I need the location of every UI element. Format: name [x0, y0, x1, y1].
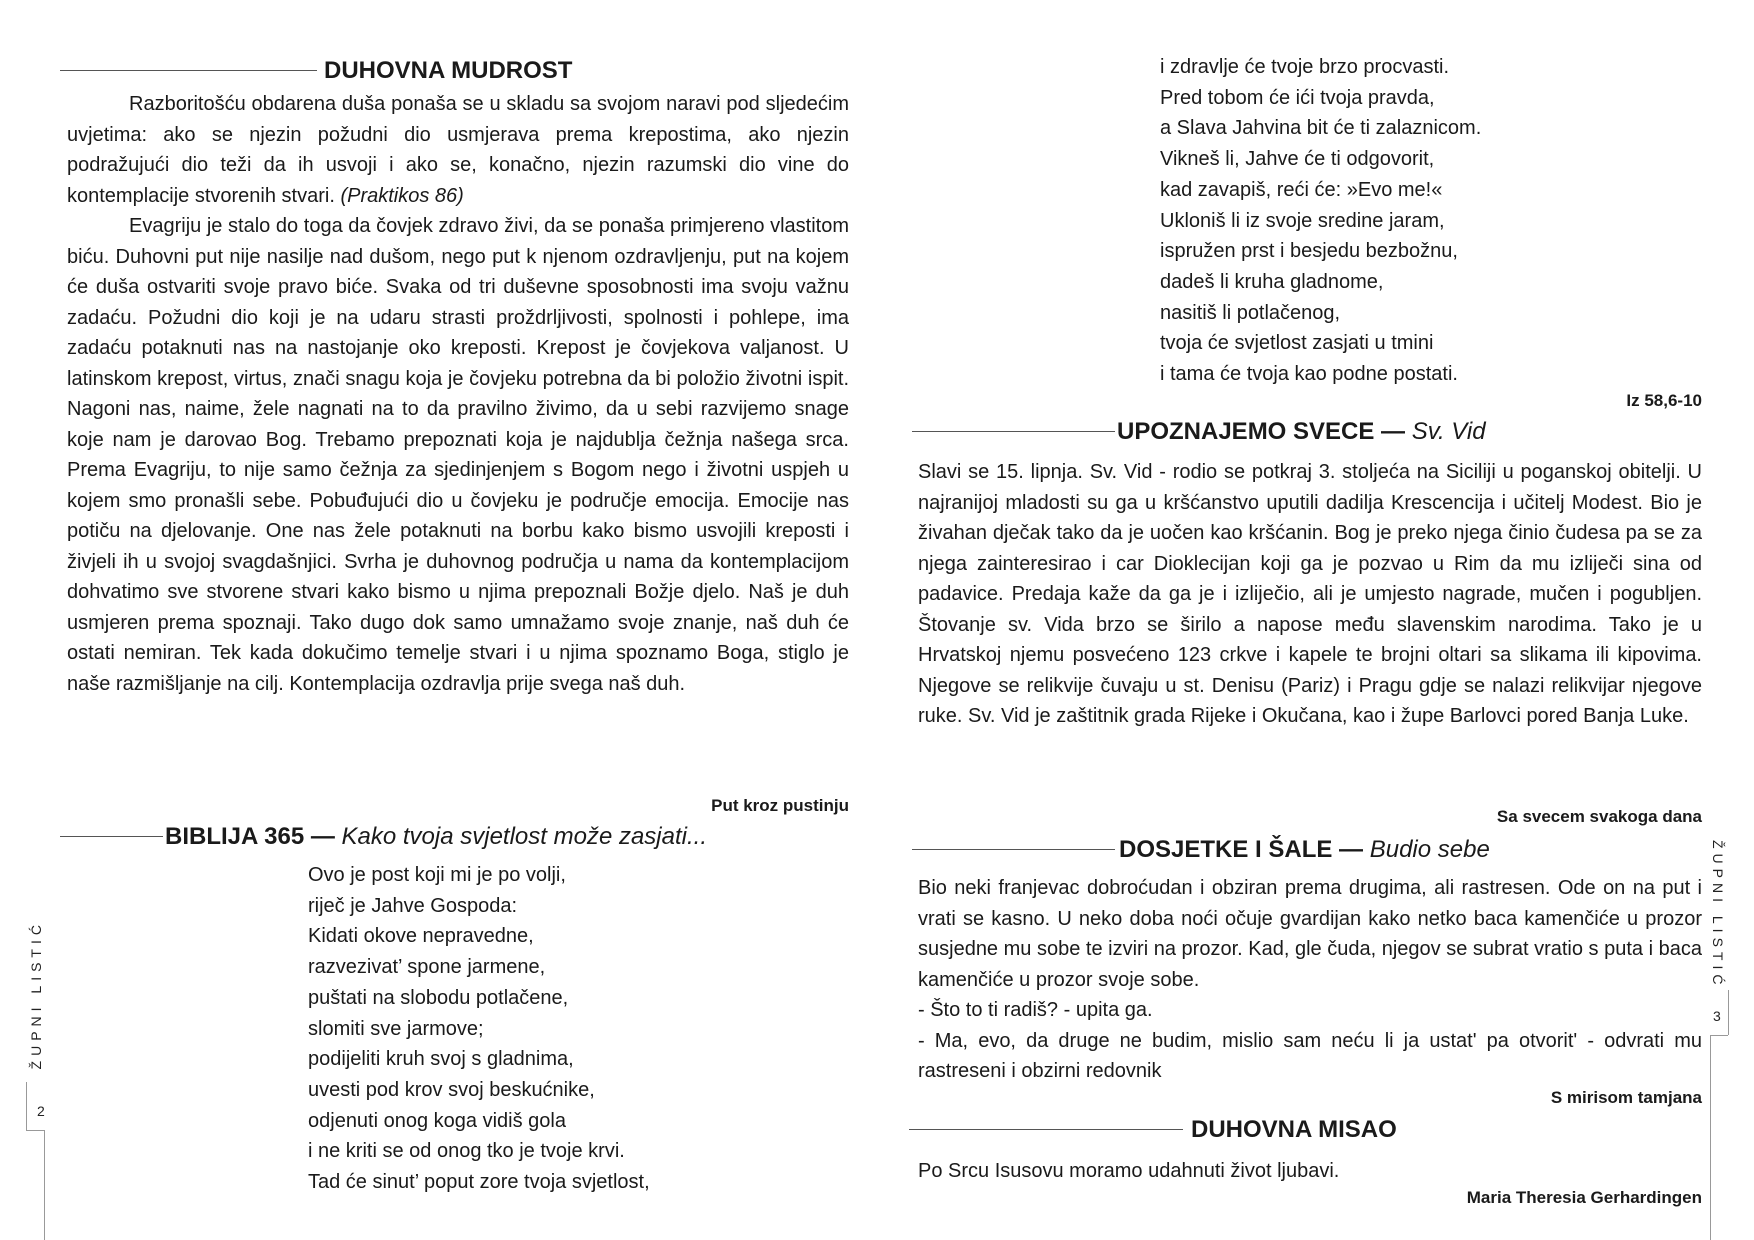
verse-line: ispružen prst i besjedu bezbožnu, [1160, 240, 1458, 263]
page-frame-left-tick [26, 1130, 44, 1131]
page-number-left: 2 [37, 1103, 45, 1119]
section-title-text: DOSJETKE I ŠALE — [1119, 836, 1364, 863]
verse-line: razvezivat’ spone jarmene, [308, 956, 546, 979]
section-title-text: UPOZNAJEMO SVECE — [1117, 418, 1406, 445]
sale-dialogue-1: - Što to ti radiš? - upita ga. [918, 999, 1153, 1021]
section-title: DUHOVNA MISAO [1191, 1116, 1397, 1143]
verse-line: i tama će tvoja kao podne postati. [1160, 363, 1458, 386]
section-subtitle: Budio sebe [1369, 836, 1490, 863]
page-frame-right-top [1728, 990, 1729, 1035]
verse-line: Vikneš li, Jahve će ti odgovorit, [1160, 148, 1435, 171]
sale-source: S mirisom tamjana [1550, 1088, 1702, 1107]
section-title: DUHOVNA MUDROST [324, 57, 573, 84]
verse-line: i ne kriti se od onog tko je tvoje krvi. [308, 1140, 625, 1163]
verse-line: kad zavapiš, reći će: »Evo me!« [1160, 178, 1443, 201]
sale-story [918, 873, 1702, 1087]
page-frame-left-top [26, 1082, 27, 1130]
side-label-right: ŽUPNI LISTIĆ [1710, 840, 1726, 990]
header-rule [912, 431, 1115, 432]
verse-line: podijeliti kruh svoj s gladnima, [308, 1048, 574, 1071]
section-title-text: BIBLIJA 365 — [165, 823, 335, 850]
misao-text: Po Srcu Isusovu moramo udahnuti život ljubavi. [918, 1160, 1340, 1182]
side-label-left: ŽUPNI LISTIĆ [28, 920, 44, 1070]
section-header-biblija [67, 820, 849, 854]
verse-line: uvesti pod krov svoj beskućnike, [308, 1078, 595, 1101]
verse-line: puštati na slobodu potlačene, [308, 986, 569, 1009]
section-title [1117, 415, 1486, 449]
svece-source: Sa svecem svakoga dana [1496, 807, 1702, 826]
verse-reference: Iz 58,6-10 [1626, 391, 1702, 410]
sale-paragraph: Bio neki franjevac dobroćudan i obziran prema drugima, ali rastresen. Ode on na put i vrati se kasno. U neko doba noći očuje gvardijan kako netko baca kamenčiće u prozor susjedne mu sobe te izviri na prozor. Kad, gle čuda, njegov se subrat vratio s puta i baca kamenčiće u prozor svoje sobe. [918, 877, 1702, 991]
verse-line: Tad će sinut’ poput zore tvoja svjetlost, [308, 1171, 650, 1194]
verse-line: odjenuti onog koga vidiš gola [308, 1109, 566, 1132]
mudrost-quote: Razboritošću obdarena duša ponaša se u skladu sa svojom naravi pod sljedećim uvjetima: ako se njezin požudni dio usmjerava prema krepostima, ako njezin podražujući dio teži da ih usvoji i ako se, konačno, njezin razumski dio vine do kontemplacije stvorenih stvari. [67, 93, 849, 207]
bible-verse-continuation [1160, 52, 1481, 390]
verse-line: a Slava Jahvina bit će ti zalaznicom. [1160, 117, 1482, 140]
verse-line: Pred tobom će ići tvoja pravda, [1160, 86, 1435, 109]
section-header-sale [918, 833, 1702, 867]
mudrost-paragraph-1 [67, 89, 849, 211]
section-subtitle: Kako tvoja svjetlost može zasjati... [341, 823, 707, 850]
verse-line: Ukloniš li iz svoje sredine jaram, [1160, 209, 1445, 232]
verse-line: dadeš li kruha gladnome, [1160, 270, 1384, 293]
page-frame-left-bottom [44, 1130, 45, 1240]
mudrost-paragraph-2: Evagriju je stalo do toga da čovjek zdravo živi, da se ponaša primjereno vlastitom biću. Duhovni put nije nasilje nad dušom, nego put k njenom ozdravljenju, put na kojem će duša ostvariti svoje pravo biće. Svaka od tri duševne sposobnosti ima svoju važnu zadaću. Požudni dio koji je na udaru strasti proždrljivosti, spolnosti i pohlepe, ima zadaću potaknuti nas na nastojanje oko kreposti. Krepost je čovjekova valjanost. U latinskom krepost, virtus, znači snagu koja je čovjeku potrebna da bi položio životni ispit. Nagoni nas, naime, žele nagnati na to da pravilno živimo, da u sebi razvijemo snage koje nam je darovao Bog. Trebamo prepoznati koja je najdublja čežnja našega srca. Prema Evagriju, to nije samo čežnja za sjedinjenjem s Bogom nego i životni uspjeh u kojem smo pronašli sebe. Pobuđujući dio u čovjeku je područje emocija. Emocije nas potiču na djelovanje. One nas žele potaknuti na borbu kako bismo usvojili kreposti i živjeli ih u svojoj svagdašnjici. Svrha je duhovnog područja u nama da kontemplacijom dohvatimo sve stvorene stvari kako bismo u njima prepoznali Božje djelo. Naš je duh usmjeren prema spoznaji. Tako dugo dok samo umnažamo svoje znanje, naš duh će ostati nemiran. Tek kada dokučimo temelje stvari i u njima spoznamo Boga, stiglo je naše razmišljanje na cilj. Kontemplacija ozdravlja prije svega naš duh. [67, 215, 849, 695]
svece-paragraph: Slavi se 15. lipnja. Sv. Vid - rodio se potkraj 3. stoljeća na Siciliji u poganskoj obitelji. U najranijoj mladosti su ga u kršćanstvo uputili dadilja Krescencija i učitelj Modest. Bio je živahan dječak tako da je uočen kao kršćanin. Bog je preko njega činio čudesa pa se za njega zainteresirao i car Dioklecijan koji ga je pozvao u Rim da mu izliječi sina od padavice. Predaja kaže da ga je i izliječio, ali je umjesto nagrade, mučen i pogubljen. Štovanje sv. Vida brzo se širilo a napose među slavenskim narodima. Tako je u Hrvatskoj njemu posvećeno 123 crkve i kapele te brojni oltari sa slikama ili kipovima. Njegove se relikvije čuvaju u st. Denisu (Pariz) i Pragu gdje se nalazi relikvijar njegove ruke. Sv. Vid je zaštitnik grada Rijeke i Okučana, kao i župe Barlovci pored Banja Luke. [918, 461, 1702, 727]
mudrost-citation: (Praktikos 86) [340, 184, 464, 207]
bible-verse-list [308, 860, 650, 1198]
header-rule [912, 849, 1115, 850]
section-header-misao [918, 1113, 1702, 1147]
verse-line: riječ je Jahve Gospoda: [308, 894, 518, 917]
verse-line: tvoja će svjetlost zasjati u tmini [1160, 332, 1434, 355]
misao-source: Maria Theresia Gerhardingen [1466, 1188, 1702, 1207]
header-rule [909, 1129, 1183, 1130]
verse-line: i zdravlje će tvoje brzo procvasti. [1160, 56, 1450, 78]
sale-dialogue-2: - Ma, evo, da druge ne budim, mislio sam neću li ja ustat' pa otvorit' - odvrati mu rastreseni i obzirni redovnik [918, 1029, 1702, 1082]
section-title [165, 820, 707, 854]
verse-line: nasitiš li potlačenog, [1160, 301, 1341, 324]
mudrost-source: Put kroz pustinju [711, 796, 849, 815]
page-frame-right-bottom [1710, 1035, 1711, 1240]
page-frame-right-tick [1710, 1035, 1728, 1036]
section-subtitle: Sv. Vid [1411, 418, 1486, 445]
section-title [1119, 833, 1490, 867]
header-rule [60, 70, 317, 71]
verse-line: slomiti sve jarmove; [308, 1017, 484, 1040]
header-rule [60, 836, 163, 837]
section-header-duhovna-mudrost [67, 54, 849, 88]
section-header-svece [918, 415, 1702, 449]
verse-line: Kidati okove nepravedne, [308, 925, 534, 948]
page-number-right: 3 [1713, 1008, 1721, 1024]
verse-line: Ovo je post koji mi je po volji, [308, 864, 566, 886]
